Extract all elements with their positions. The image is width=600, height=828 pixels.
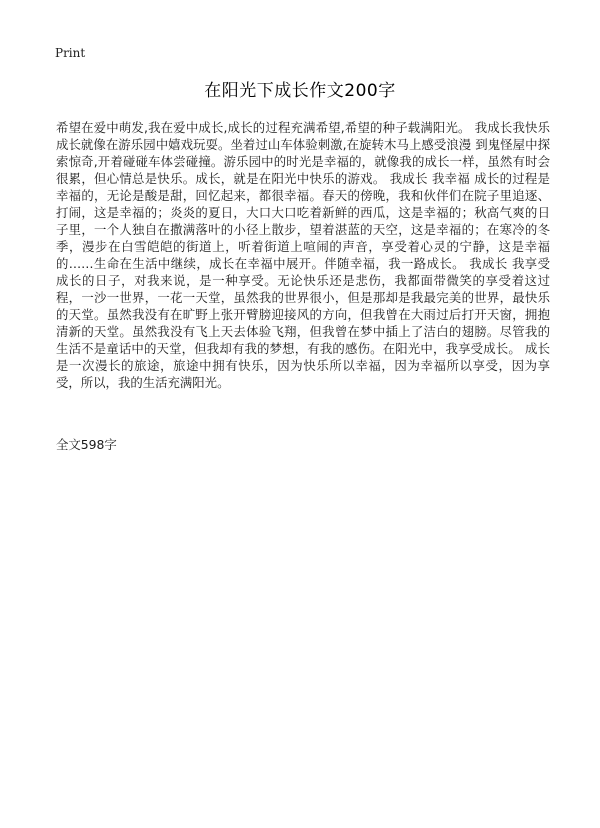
word-count: 全文598字: [56, 437, 117, 452]
print-link[interactable]: Print: [55, 46, 86, 60]
page-title: 在阳光下成长作文200字: [204, 81, 396, 101]
article-body: 希望在爱中萌发,我在爱中成长,成长的过程充满希望,希望的种子载满阳光。 我成长我快乐 成长就像在游乐园中嬉戏玩耍。坐着过山车体验刺激,在旋转木马上感受浪漫 到鬼怪屋中探索惊奇,开着碰碰车体尝碰撞。游乐园中的时光是幸福的，就像我的成长一样，虽然有时会很累，但心情总是快乐。成长，就是在阳光中快乐的游戏。 我成长 我幸福 成长的过程是幸福的，无论是酸是甜，回忆起来，都很幸福。春天的傍晚，我和伙伴们在院子里追逐、打闹，这是幸福的；炎炎的夏日，大口大口吃着新鲜的西瓜，这是幸福的；秋高气爽的日子里，一个人独自在撒满落叶的小径上散步，望着湛蓝的天空，这是幸福的；在寒冷的冬季，漫步在白雪皑皑的街道上，听着街道上喧闹的声音，享受着心灵的宁静，这是幸福的……生命在生活中继续，成长在幸福中展开。伴随幸福，我一路成长。 我成长 我享受 成长的日子，对我来说，是一种享受。无论快乐还是悲伤，我都面带微笑的享受着这过程，一沙一世界，一花一天堂，虽然我的世界很小，但是那却是我最完美的世界，最快乐的天堂。虽然我没有在旷野上张开臂膀迎接风的方向，但我曾在大雨过后打开天窗，拥抱清新的天堂。虽然我没有飞上天去体验飞翔，但我曾在梦中插上了洁白的翅膀。尽管我的生活不是童话中的天堂，但我却有我的梦想，有我的感伤。在阳光中，我享受成长。 成长是一次漫长的旅途，旅途中拥有快乐，因为快乐所以幸福，因为幸福所以享受，因为享受，所以，我的生活充满阳光。: [56, 120, 550, 390]
